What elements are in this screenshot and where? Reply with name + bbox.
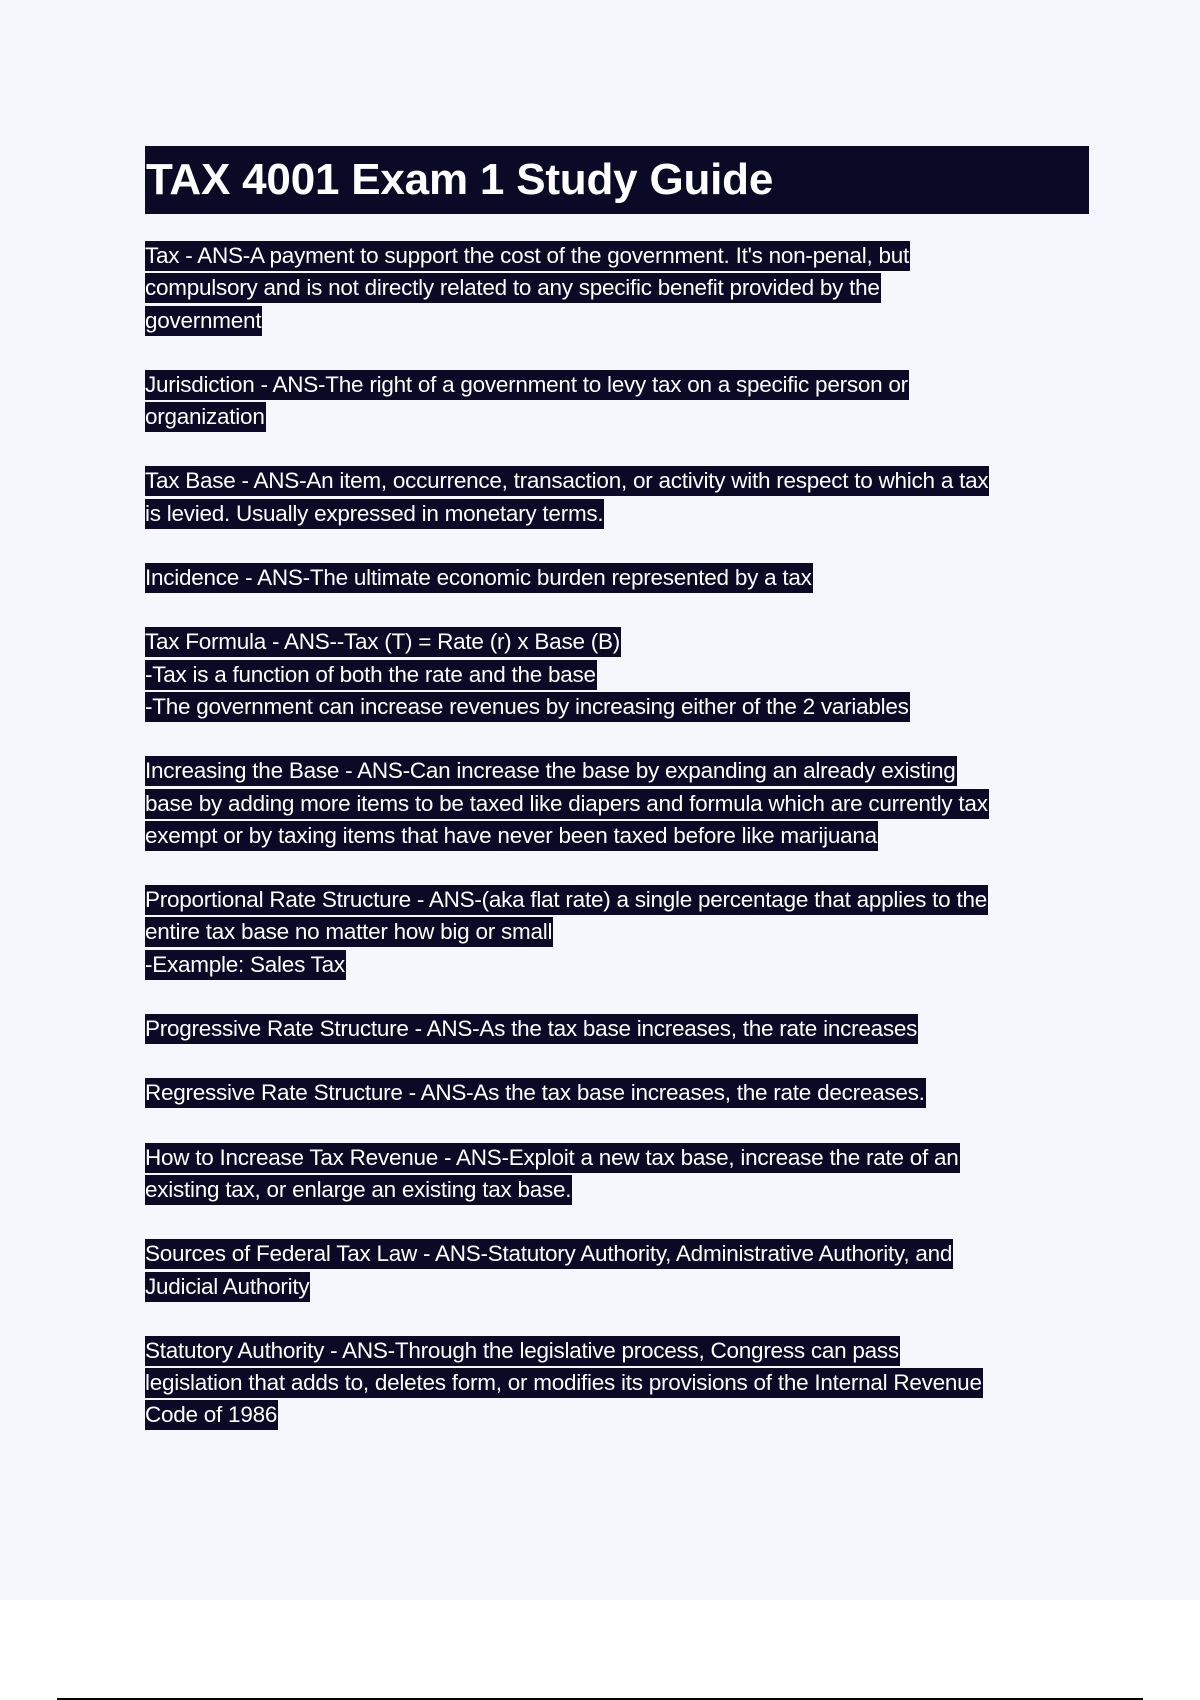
- highlighted-text[interactable]: -Tax is a function of both the rate and the base: [145, 660, 597, 690]
- entry-line: [145, 755, 1089, 787]
- entry-line: [145, 1335, 1089, 1367]
- highlighted-text[interactable]: is levied. Usually expressed in monetary terms.: [145, 499, 604, 529]
- highlighted-text[interactable]: Progressive Rate Structure - ANS-As the tax base increases, the rate increases: [145, 1014, 918, 1044]
- highlighted-text[interactable]: Tax Base - ANS-An item, occurrence, transaction, or activity with respect to which a tax: [145, 466, 989, 496]
- page-title[interactable]: TAX 4001 Exam 1 Study Guide: [146, 155, 774, 204]
- entry-line: [145, 659, 1089, 691]
- glossary-entry: [145, 1335, 1089, 1432]
- entry-line: [145, 562, 1089, 594]
- entry-line: [145, 884, 1089, 916]
- entry-line: [145, 1077, 1089, 1109]
- entry-line: [145, 369, 1089, 401]
- entry-list: [145, 240, 1089, 1432]
- glossary-entry: [145, 755, 1089, 852]
- highlighted-text[interactable]: Tax Formula - ANS--Tax (T) = Rate (r) x Base (B): [145, 627, 621, 657]
- entry-line: [145, 1399, 1089, 1431]
- highlighted-text[interactable]: Code of 1986: [145, 1400, 278, 1430]
- highlighted-text[interactable]: entire tax base no matter how big or small: [145, 917, 553, 947]
- highlighted-text[interactable]: Increasing the Base - ANS-Can increase the base by expanding an already existing: [145, 756, 957, 786]
- glossary-entry: [145, 1238, 1089, 1303]
- entry-line: [145, 1142, 1089, 1174]
- highlighted-text[interactable]: compulsory and is not directly related to any specific benefit provided by the: [145, 273, 881, 303]
- highlighted-text[interactable]: legislation that adds to, deletes form, or modifies its provisions of the Internal Revenue: [145, 1368, 983, 1398]
- entry-line: [145, 465, 1089, 497]
- glossary-entry: [145, 465, 1089, 530]
- glossary-entry: [145, 369, 1089, 434]
- entry-line: [145, 788, 1089, 820]
- study-guide: [145, 146, 1089, 1464]
- glossary-entry: [145, 240, 1089, 337]
- highlighted-text[interactable]: Sources of Federal Tax Law - ANS-Statutory Authority, Administrative Authority, and: [145, 1239, 953, 1269]
- highlighted-text[interactable]: exempt or by taxing items that have never been taxed before like marijuana: [145, 821, 878, 851]
- glossary-entry: [145, 626, 1089, 723]
- entry-line: [145, 691, 1089, 723]
- highlighted-text[interactable]: -Example: Sales Tax: [145, 950, 346, 980]
- highlighted-text[interactable]: Proportional Rate Structure - ANS-(aka flat rate) a single percentage that applies to the: [145, 885, 988, 915]
- highlighted-text[interactable]: Tax - ANS-A payment to support the cost of the government. It's non-penal, but: [145, 241, 910, 271]
- highlighted-text[interactable]: government: [145, 306, 262, 336]
- entry-line: [145, 1013, 1089, 1045]
- entry-line: [145, 1271, 1089, 1303]
- glossary-entry: [145, 1077, 1089, 1109]
- entry-line: [145, 1174, 1089, 1206]
- highlighted-text[interactable]: Jurisdiction - ANS-The right of a government to levy tax on a specific person or: [145, 370, 909, 400]
- entry-line: [145, 949, 1089, 981]
- title-bar: [145, 146, 1089, 214]
- highlighted-text[interactable]: Statutory Authority - ANS-Through the legislative process, Congress can pass: [145, 1336, 900, 1366]
- entry-line: [145, 272, 1089, 304]
- entry-line: [145, 401, 1089, 433]
- highlighted-text[interactable]: How to Increase Tax Revenue - ANS-Exploit a new tax base, increase the rate of an: [145, 1143, 960, 1173]
- glossary-entry: [145, 1142, 1089, 1207]
- entry-line: [145, 820, 1089, 852]
- highlighted-text[interactable]: Incidence - ANS-The ultimate economic burden represented by a tax: [145, 563, 813, 593]
- glossary-entry: [145, 884, 1089, 981]
- entry-line: [145, 305, 1089, 337]
- entry-line: [145, 1367, 1089, 1399]
- entry-line: [145, 498, 1089, 530]
- highlighted-text[interactable]: Regressive Rate Structure - ANS-As the tax base increases, the rate decreases.: [145, 1078, 926, 1108]
- highlighted-text[interactable]: Judicial Authority: [145, 1272, 310, 1302]
- glossary-entry: [145, 562, 1089, 594]
- entry-line: [145, 916, 1089, 948]
- entry-line: [145, 626, 1089, 658]
- highlighted-text[interactable]: organization: [145, 402, 266, 432]
- glossary-entry: [145, 1013, 1089, 1045]
- highlighted-text[interactable]: -The government can increase revenues by increasing either of the 2 variables: [145, 692, 910, 722]
- highlighted-text[interactable]: base by adding more items to be taxed like diapers and formula which are currently tax: [145, 789, 989, 819]
- entry-line: [145, 240, 1089, 272]
- entry-line: [145, 1238, 1089, 1270]
- highlighted-text[interactable]: existing tax, or enlarge an existing tax base.: [145, 1175, 572, 1205]
